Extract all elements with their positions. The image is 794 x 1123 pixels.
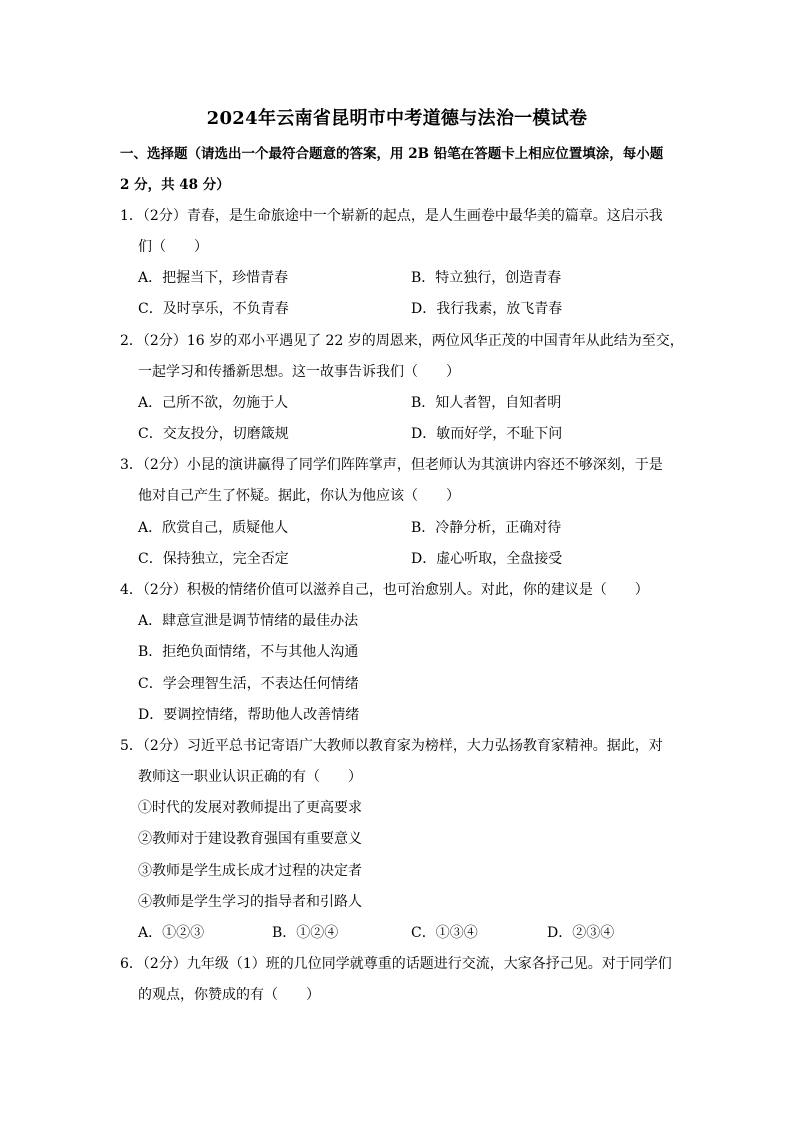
question-2-option-b: B．知人者智，自知者明 <box>411 395 562 411</box>
question-5-statement-3: ③教师是学生成长成才过程的决定者 <box>138 863 362 879</box>
question-3-option-b: B．冷静分析，正确对待 <box>411 520 562 536</box>
exam-title: 2024年云南省昆明市中考道德与法治一模试卷 <box>206 108 588 129</box>
question-6-stem-cont: 的观点，你赞成的有（ ） <box>138 987 320 1003</box>
question-1-stem-cont: 们（ ） <box>138 239 208 255</box>
question-1-stem: 1．（2分）青春，是生命旅途中一个崭新的起点，是人生画卷中最华美的篇章。这启示我 <box>120 208 663 224</box>
question-6-stem: 6．（2分）九年级（1）班的几位同学就尊重的话题进行交流，大家各抒己见。对于同学们 <box>120 956 672 972</box>
question-5-statement-4: ④教师是学生学习的指导者和引路人 <box>138 894 362 910</box>
question-3-stem-cont: 他对自己产生了怀疑。据此，你认为他应该（ ） <box>138 488 460 504</box>
question-4-option-b: B．拒绝负面情绪，不与其他人沟通 <box>138 644 359 660</box>
question-1-option-a: A．把握当下，珍惜青春 <box>138 270 289 286</box>
question-3-option-a: A．欣赏自己，质疑他人 <box>138 520 289 536</box>
section-heading-cont: 2 分，共 48 分） <box>120 177 230 193</box>
question-3-option-d: D．虚心听取，全盘接受 <box>411 551 563 567</box>
question-2-option-d: D．敏而好学，不耻下问 <box>411 426 563 442</box>
question-2-option-a: A．己所不欲，勿施于人 <box>138 395 289 411</box>
question-5-stem: 5．（2分）习近平总书记寄语广大教师以教育家为榜样，大力弘扬教育家精神。据此，对 <box>120 738 663 754</box>
question-4-option-d: D．要调控情绪，帮助他人改善情绪 <box>138 707 360 723</box>
question-5-statement-2: ②教师对于建设教育强国有重要意义 <box>138 831 362 847</box>
question-1-option-c: C．及时享乐，不负青春 <box>138 301 289 317</box>
question-2-stem-cont: 一起学习和传播新思想。这一故事告诉我们（ ） <box>138 364 460 380</box>
section-heading: 一、选择题（请选出一个最符合题意的答案，用 2B 铅笔在答题卡上相应位置填涂，每小题 <box>120 146 664 162</box>
question-3-option-c: C．保持独立，完全否定 <box>138 551 289 567</box>
question-4-option-a: A．肆意宣泄是调节情绪的最佳办法 <box>138 613 359 629</box>
question-5-option-d: D．②③④ <box>547 925 615 941</box>
question-4-stem: 4．（2分）积极的情绪价值可以滋养自己，也可治愈别人。对此，你的建议是（ ） <box>120 582 649 598</box>
question-2-option-c: C．交友投分，切磨箴规 <box>138 426 289 442</box>
question-1-option-d: D．我行我素，放飞青春 <box>411 301 563 317</box>
question-4-option-c: C．学会理智生活，不表达任何情绪 <box>138 676 359 692</box>
question-5-option-b: B．①②④ <box>272 925 339 941</box>
question-5-option-c: C．①③④ <box>411 925 478 941</box>
question-2-stem: 2．（2分）16 岁的邓小平遇见了 22 岁的周恩来，两位风华正茂的中国青年从此结为至交， <box>120 333 684 349</box>
question-5-stem-cont: 教师这一职业认识正确的有（ ） <box>138 769 362 785</box>
question-1-option-b: B．特立独行，创造青春 <box>411 270 562 286</box>
question-5-option-a: A．①②③ <box>138 925 205 941</box>
question-5-statement-1: ①时代的发展对教师提出了更高要求 <box>138 800 362 816</box>
question-3-stem: 3．（2分）小昆的演讲赢得了同学们阵阵掌声，但老师认为其演讲内容还不够深刻，于是 <box>120 457 663 473</box>
